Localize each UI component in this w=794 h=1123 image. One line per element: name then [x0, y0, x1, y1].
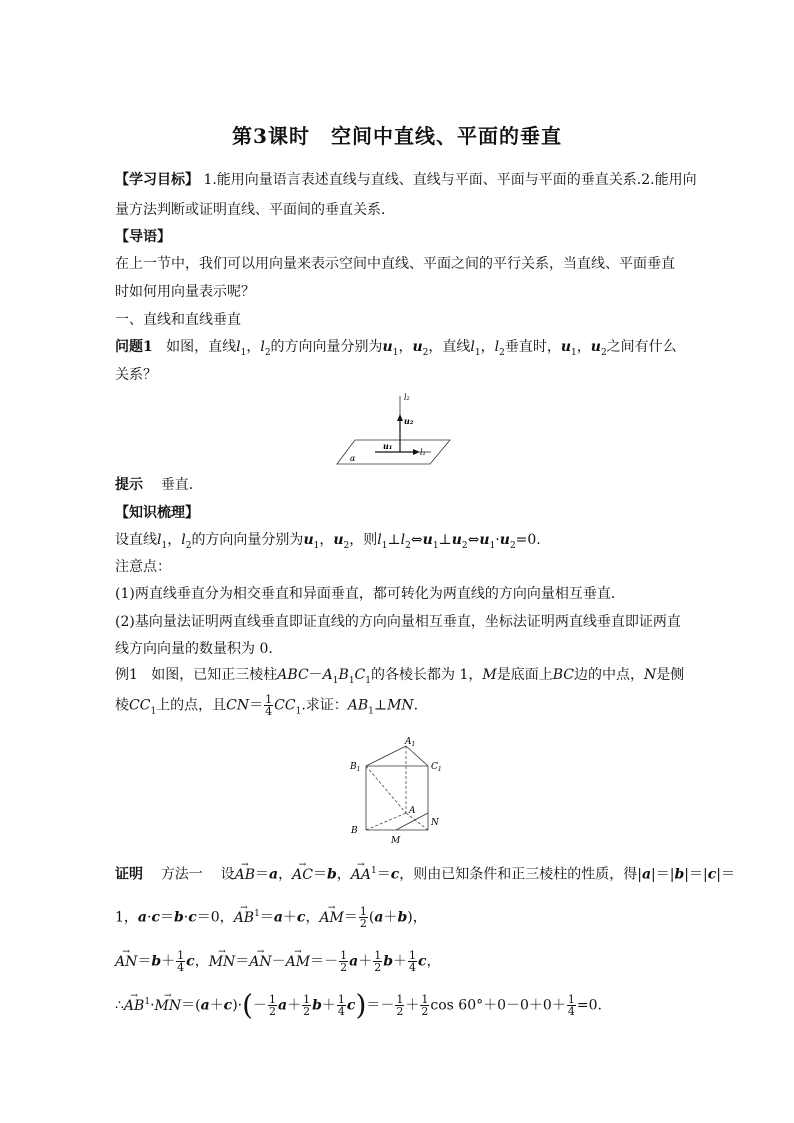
label-C1-sub: 1: [437, 766, 442, 773]
section-heading: 一、直线和直线垂直: [115, 312, 241, 328]
guide-line1: 在上一节中，我们可以用向量来表示空间中直线、平面之间的平行关系，当直线、平面垂直: [115, 256, 675, 272]
fraction: $\frac{1}{2}$: [359, 905, 367, 931]
example1-text-c: 是底面上: [496, 667, 553, 683]
page-title: 第3课时 空间中直线、平面的垂直: [232, 124, 562, 148]
proof-text-end: =0.: [576, 997, 602, 1014]
fraction: $\frac{1}{2}$: [396, 993, 404, 1019]
label-A1-sub: 1: [411, 741, 416, 748]
learning-goals-text: 1.能用向量语言表述直线与直线、直线与平面、平面与平面的垂直关系.2.能用向: [203, 172, 697, 188]
proof-text-cos: cos 60°＋0－0＋0＋: [430, 997, 566, 1014]
proof-line3: → AN＝b＋ $\frac{1}{4}$ c，→ MN＝→ AN－→ AM＝－ $\frac{1}{2}$ a＋ $\frac{1}{2}$ b＋ $\frac{1}{4}$ c，: [115, 950, 441, 973]
example1-text-f: 棱: [115, 697, 129, 714]
example1-text-b: 的各棱长都为 1，: [371, 667, 483, 683]
example1-label: 例1: [115, 667, 138, 683]
fraction: $\frac{1}{2}$: [303, 993, 311, 1019]
label-B1-text: B: [350, 762, 357, 772]
note-2-line1: (2)基向量法证明两直线垂直即证直线的方向向量相互垂直，坐标法证明两直线垂直即证两直: [115, 614, 681, 630]
hint-line: [115, 476, 203, 494]
label-C1-text: C: [431, 762, 438, 772]
label-N: N: [431, 818, 439, 828]
knowledge-text-d: =0.: [515, 532, 541, 548]
proof-line4: ∴→ $AB^1\cdot\to MN=(a+c)\cdot(-$ $\frac{1}{2}$ a＋ $\frac{1}{2}$ b＋ $\frac{1}{4}$ c)＝－ $\frac{1}{2}$ ＋ $\frac{1}{2}$ cos 60°＋0－0＋0＋ $\frac{1}{4}$ =0.: [115, 993, 602, 1017]
label-A: A: [409, 806, 416, 816]
label-B: B: [351, 826, 358, 836]
learning-goals-label: 【学习目标】: [115, 172, 199, 188]
label-A1-text: A: [405, 737, 412, 747]
example1-line2: 棱$CC_1$上的点，且CN＝ $\frac{1}{4}$ $CC_1$.求证：$AB_1\perp MN$.: [115, 693, 419, 718]
proof-label: 证明: [115, 866, 143, 883]
fraction: $\frac{1}{2}$: [374, 949, 382, 974]
knowledge-label: 【知识梳理】: [115, 505, 199, 521]
learning-goals-line2: 量方法判断或证明直线、平面间的垂直关系．: [115, 202, 395, 218]
proof-line1: 证明 方法一 设→ AB＝a，→ AC＝b，→ $AA^1=c$，则由已知条件和正三棱柱的性质，得|a|＝|b|＝|c|＝: [115, 862, 735, 884]
fraction: $\frac{1}{4}$: [337, 993, 345, 1019]
label-B1: [349, 762, 360, 773]
figure-lines-perpendicular: [335, 388, 455, 470]
label-l2: l₂: [404, 393, 410, 402]
example1-text-h: 求证：: [305, 697, 348, 714]
knowledge-text-a: 设直线: [115, 532, 157, 548]
example1-text-a: 如图，已知正三棱柱: [151, 667, 278, 683]
figure-triangular-prism: [343, 733, 448, 848]
fraction: $\frac{1}{4}$: [567, 993, 575, 1019]
problem1-line1: 问题1 如图，直线$l_1$，$l_2$的方向向量分别为$u_1$，$u_2$，直线$l_1$，$l_2$垂直时，$u_1$，$u_2$之间有什么: [115, 339, 677, 358]
knowledge-text-c: ，则: [349, 532, 378, 548]
learning-goals-line1: [115, 171, 697, 189]
problem1-text-c: ，直线: [428, 339, 471, 355]
guide-label: 【导语】: [115, 229, 171, 245]
fraction: $\frac{1}{2}$: [340, 949, 348, 974]
hint-label: 提示: [115, 477, 143, 493]
label-M: M: [391, 836, 401, 846]
label-C1: [431, 762, 442, 773]
example1-text-d: 边的中点，: [573, 667, 644, 683]
note-2-line2: 线方向向量的数量积为 0.: [115, 641, 273, 657]
example1-text-e: 是侧: [656, 667, 685, 683]
label-alpha: α: [350, 454, 356, 463]
proof-text-a: 设: [220, 866, 235, 883]
proof-line2: 1，a·c＝b·c＝0，→ $AB^1=a+c$，→ AM＝ $\frac{1}{2}$ (a＋b)，: [115, 905, 427, 929]
hint-text: 垂直．: [160, 477, 203, 493]
problem1-text-e: 之间有什么: [606, 339, 677, 355]
label-B1-sub: 1: [356, 766, 361, 773]
example1-text-g: 上的点，且: [156, 697, 227, 714]
proof-text-c: 1，: [115, 909, 138, 926]
fraction-denominator: 4: [265, 705, 273, 718]
knowledge-text-b: 的方向向量分别为: [191, 532, 304, 548]
proof-method: 方法一: [160, 866, 203, 883]
label-A1: [404, 737, 415, 748]
notes-label: 注意点：: [115, 559, 171, 575]
problem1-text-a: 如图，直线: [166, 339, 237, 355]
fraction: $\frac{1}{4}$: [409, 949, 416, 974]
problem1-text-d: 垂直时，: [504, 339, 561, 355]
problem1-text-b: 的方向向量分别为: [270, 339, 383, 355]
label-u1: u₁: [383, 441, 393, 451]
fraction: $\frac{1}{2}$: [269, 993, 277, 1019]
problem1-label: 问题1: [115, 339, 153, 355]
note-1: (1)两直线垂直分为相交垂直和异面垂直，都可转化为两直线的方向向量相互垂直．: [115, 586, 625, 602]
problem1-line2: 关系？: [115, 367, 157, 383]
label-u2: u₂: [404, 416, 414, 426]
fraction: $\frac{1}{2}$: [421, 993, 429, 1019]
fraction: $\frac{1}{4}$: [177, 949, 185, 974]
guide-line2: 时如何用向量表示呢？: [115, 284, 255, 300]
label-l1: l₁: [420, 448, 426, 457]
knowledge-line: 设直线$l_1$，$l_2$的方向向量分别为$u_1$，$u_2$，则$l_1\perp l_2\Leftrightarrow u_1\perp u_2\Leftrightarrow u_1\cdot u_2=0$.: [115, 532, 541, 551]
fraction-numerator: 1: [265, 693, 273, 706]
proof-text-b: 则由已知条件和正三棱柱的性质，得: [413, 866, 638, 883]
fraction: [264, 694, 273, 717]
example1-line1: 例1 如图，已知正三棱柱$ABC-A_1B_1C_1$的各棱长都为 1，M是底面上BC边的中点，N是侧: [115, 667, 685, 686]
